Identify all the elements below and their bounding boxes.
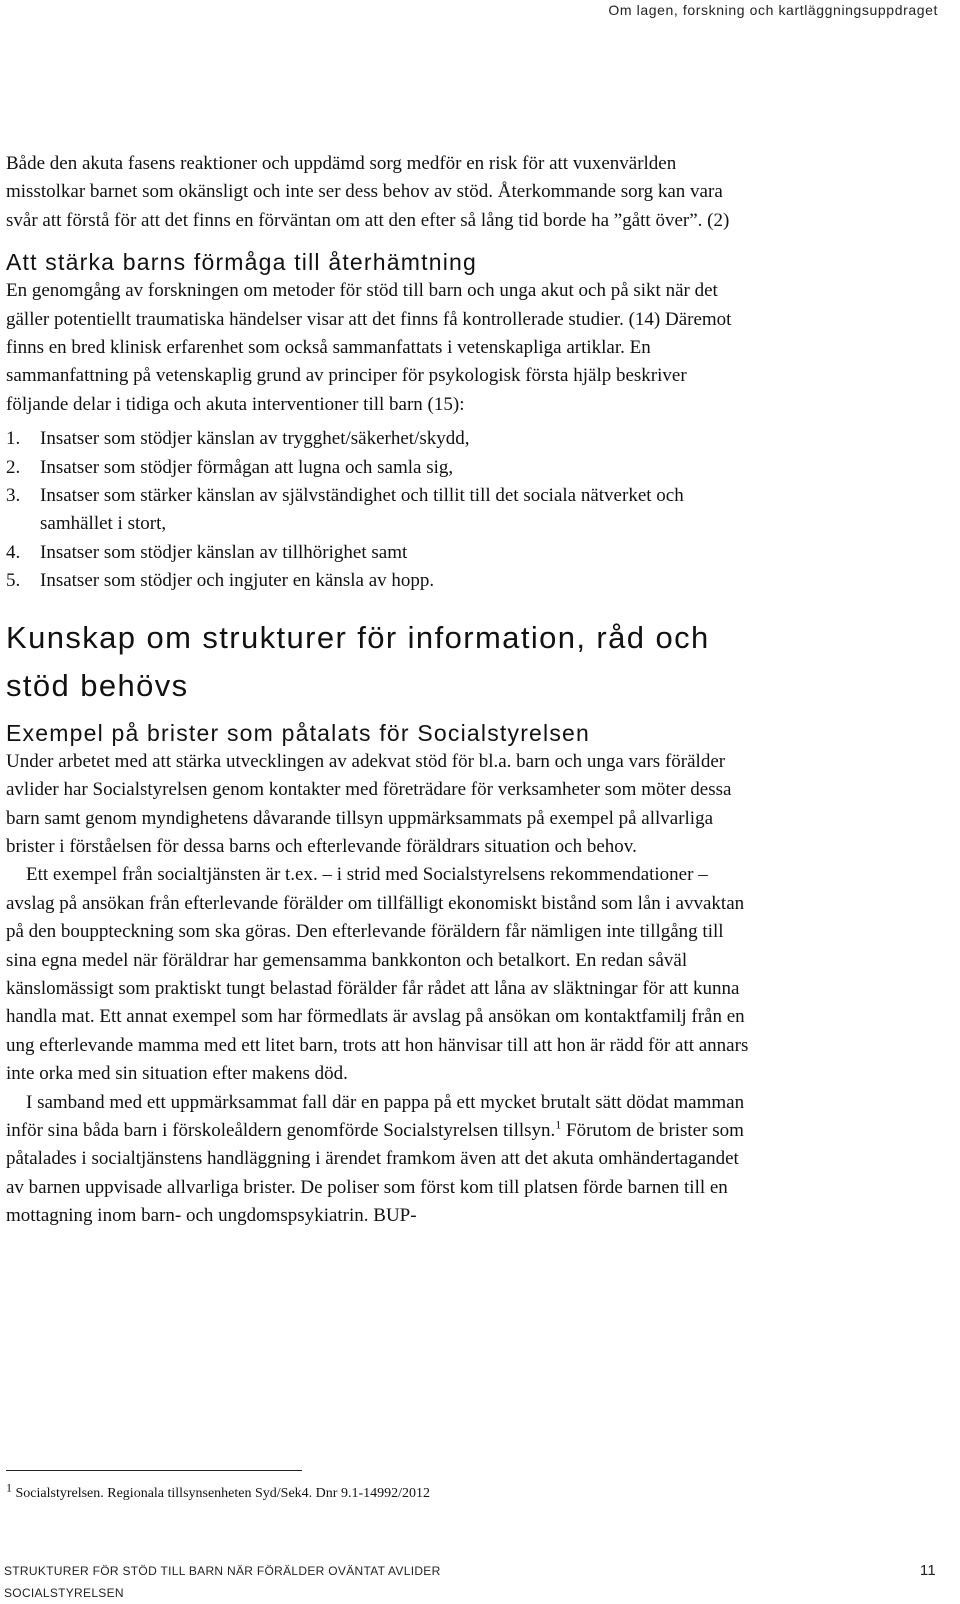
page-footer [4, 1560, 944, 1604]
paragraph-shortcomings-2: Ett exempel från socialtjänsten är t.ex. – i strid med Socialstyrelsens rekommendationer – avslag på ansökan från efterlevande förälder om tillfälligt ekonomiskt bistånd som lån i avvaktan på den bouppteckning som ska göras. Den efterlevande föräldern får nämligen inte tillgång till sina egna medel när föräldrar har gemensamma bankkonton och betalkort. En redan såväl känslomässigt som praktiskt tungt belastad förälder får rådet att låna av släktningar för att kunna handla mat. Ett annat exempel som har förmedlats är avslag på ansökan om kontaktfamilj från en ung efterlevande mamma med ett litet barn, trots att hon hänvisar till att hon är rädd för att annars inte orka med sin situation efter makens död. [6, 864, 749, 1085]
heading-knowledge-structures: Kunskap om strukturer för information, råd och stöd behövs [6, 619, 710, 703]
list-text: Insatser som stärker känslan av självständighet och tillit till det sociala nätverket och samhället i stort, [40, 485, 684, 535]
paragraph-intro: Både den akuta fasens reaktioner och uppdämd sorg medför en risk för att vuxenvärlden misstolkar barnet som okänsligt och inte ser dess behov av stöd. Återkommande sorg kan vara svår att förstå för att det finns en förväntan om att den efter så lång tid borde ha ”gått över”. (2) [6, 153, 730, 231]
footnote-number: 1 [6, 1480, 12, 1495]
paragraph-shortcomings-1: Under arbetet med att stärka utvecklingen av adekvat stöd för bl.a. barn och unga vars förälder avlider har Socialstyrelsen genom kontakter med företrädare för verksamheter som möter dessa barn samt genom myndighetens dåvarande tillsyn uppmärksammats på exempel på allvarliga brister i förståelsen för dessa barns och efterlevande föräldrars situation och behov. [6, 750, 732, 857]
page-number: 11 [919, 1562, 936, 1579]
paragraph-shortcomings-3 [6, 1089, 750, 1231]
list-item [6, 454, 750, 482]
footer-publisher: SOCIALSTYRELSEN [4, 1586, 124, 1600]
list-number: 3. [6, 485, 21, 507]
running-head: Om lagen, forskning och kartläggningsuppdraget [608, 2, 938, 18]
list-item [6, 567, 750, 595]
list-text: Insatser som stödjer känslan av trygghet/säkerhet/skydd, [40, 428, 470, 450]
paragraph-text: I samband med ett uppmärksammat fall där en pappa på ett mycket brutalt sätt dödat mamman inför sina båda barn i förskoleåldern genomförde Socialstyrelsen tillsyn. [6, 1091, 745, 1141]
list-item [6, 482, 750, 539]
footnote [6, 1480, 750, 1503]
page-content [6, 150, 750, 1231]
paragraph-text: Förutom de brister som påtalades i socialtjänstens handläggning i ärendet framkom även att det akuta omhändertagandet av barnen uppvisade allvarliga brister. De poliser som först kom till platsen förde barnen till en mottagning inom barn- och ungdomspsykiatrin. BUP- [6, 1119, 744, 1227]
footnote-reference[interactable]: 1 [555, 1117, 562, 1132]
list-text: Insatser som stödjer och ingjuter en känsla av hopp. [40, 570, 435, 592]
list-number: 5. [6, 570, 21, 592]
heading-strengthen-resilience: Att stärka barns förmåga till återhämtning [6, 249, 477, 276]
heading-examples-shortcomings: Exempel på brister som påtalats för Socialstyrelsen [6, 719, 591, 746]
paragraph-research: En genomgång av forskningen om metoder för stöd till barn och unga akut och på sikt när det gäller potentiellt traumatiska händelser visar att det finns få kontrollerade studier. (14) Däremot finns en bred klinisk erfarenhet som också sammanfattats i vetenskapliga artiklar. En sammanfattning på vetenskaplig grund av principer för psykologisk första hjälp beskriver följande delar i tidiga och akuta interventioner till barn (15): [6, 280, 732, 415]
list-number: 1. [6, 428, 21, 450]
footnote-divider [6, 1470, 302, 1471]
list-text: Insatser som stödjer känslan av tillhörighet samt [40, 541, 408, 563]
list-item [6, 539, 750, 567]
list-number: 2. [6, 456, 21, 478]
list-text: Insatser som stödjer förmågan att lugna och samla sig, [40, 456, 454, 478]
list-number: 4. [6, 541, 21, 563]
interventions-list [6, 425, 750, 595]
footer-title: STRUKTURER FÖR STÖD TILL BARN NÄR FÖRÄLDER OVÄNTAT AVLIDER [4, 1564, 441, 1578]
footnote-area [6, 1470, 750, 1503]
list-item [6, 425, 750, 453]
footnote-text: Socialstyrelsen. Regionala tillsynsenheten Syd/Sek4. Dnr 9.1-14992/2012 [12, 1486, 431, 1501]
